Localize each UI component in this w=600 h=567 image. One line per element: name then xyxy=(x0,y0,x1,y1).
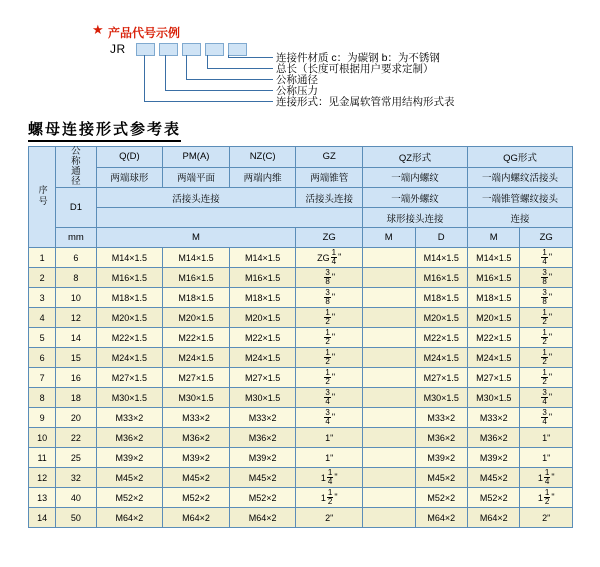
row-qg-zg: $\frac{1}{2}$ " xyxy=(520,368,573,388)
row-nz: M24×1.5 xyxy=(229,348,296,368)
row-pm: M52×2 xyxy=(163,488,230,508)
header-group-gz: GZ xyxy=(296,147,363,168)
row-seq: 2 xyxy=(29,268,56,288)
row-seq: 1 xyxy=(29,248,56,268)
header-form-nz: 两端内维 xyxy=(229,167,296,188)
header-group-qg: QG形式 xyxy=(467,147,572,168)
row-pm: M36×2 xyxy=(163,428,230,448)
row-seq: 6 xyxy=(29,348,56,368)
row-q: M20×1.5 xyxy=(96,308,163,328)
row-seq: 3 xyxy=(29,288,56,308)
header-row-connection xyxy=(29,188,573,208)
row-gz: $\frac{3}{8}$ " xyxy=(296,268,363,288)
row-dn: 16 xyxy=(56,368,96,388)
row-seq: 10 xyxy=(29,428,56,448)
row-dn: 40 xyxy=(56,488,96,508)
row-qz-m xyxy=(363,348,415,368)
row-qg-m: M18×1.5 xyxy=(467,288,519,308)
header-form-q: 两端球形 xyxy=(96,167,163,188)
header-form-pm: 两端平面 xyxy=(163,167,230,188)
row-qz-d: M64×2 xyxy=(415,508,467,528)
header-group-q: Q(D) xyxy=(96,147,163,168)
header-blank-left xyxy=(96,208,362,228)
table-row xyxy=(29,408,573,428)
row-qg-zg: $\frac{3}{4}$ " xyxy=(520,408,573,428)
row-qz-d: M14×1.5 xyxy=(415,248,467,268)
code-box-5 xyxy=(228,43,247,56)
row-qz-m xyxy=(363,268,415,288)
row-nz: M18×1.5 xyxy=(229,288,296,308)
leader-h-3 xyxy=(186,79,273,80)
header-conn-gz: 活接头连接 xyxy=(296,188,363,208)
leader-v-3 xyxy=(186,55,187,79)
row-pm: M18×1.5 xyxy=(163,288,230,308)
row-pm: M16×1.5 xyxy=(163,268,230,288)
row-gz: $\frac{3}{8}$ " xyxy=(296,288,363,308)
row-gz: $\frac{3}{4}$ " xyxy=(296,388,363,408)
header-group-nz: NZ(C) xyxy=(229,147,296,168)
leader-v-5 xyxy=(144,55,145,101)
row-pm: M64×2 xyxy=(163,508,230,528)
row-nz: M39×2 xyxy=(229,448,296,468)
table-row xyxy=(29,448,573,468)
leader-v-2 xyxy=(207,55,208,68)
row-qg-zg: 1 $\frac{1}{2}$ " xyxy=(520,488,573,508)
row-gz: 1 $\frac{1}{4}$ " xyxy=(296,468,363,488)
table-body xyxy=(29,248,573,528)
header-conn-qg: 一端锥管螺纹接头 xyxy=(467,188,572,208)
row-qg-m: M16×1.5 xyxy=(467,268,519,288)
row-q: M64×2 xyxy=(96,508,163,528)
row-seq: 12 xyxy=(29,468,56,488)
header-seq: 序号 xyxy=(29,147,56,248)
header-conn-qz: 一端外螺纹 xyxy=(363,188,468,208)
row-seq: 5 xyxy=(29,328,56,348)
row-qg-m: M45×2 xyxy=(467,468,519,488)
row-qz-m xyxy=(363,428,415,448)
row-qz-m xyxy=(363,388,415,408)
row-gz: 1 $\frac{1}{2}$ " xyxy=(296,488,363,508)
row-qg-zg: $\frac{1}{4}$ " xyxy=(520,248,573,268)
row-dn: 50 xyxy=(56,508,96,528)
leader-h-2 xyxy=(207,68,273,69)
leader-h-4 xyxy=(165,90,273,91)
row-qg-zg: 2" xyxy=(520,508,573,528)
table-row xyxy=(29,488,573,508)
row-seq: 8 xyxy=(29,388,56,408)
header-unit-qz-m: M xyxy=(363,228,415,248)
row-qz-m xyxy=(363,328,415,348)
row-nz: M33×2 xyxy=(229,408,296,428)
row-q: M45×2 xyxy=(96,468,163,488)
star-icon: ★ xyxy=(92,22,104,37)
row-qg-m: M20×1.5 xyxy=(467,308,519,328)
row-qz-d: M39×2 xyxy=(415,448,467,468)
row-q: M30×1.5 xyxy=(96,388,163,408)
row-nz: M14×1.5 xyxy=(229,248,296,268)
leader-h-1 xyxy=(228,57,273,58)
legend-label-material: 连接件材质 c：为碳钢 b：为不锈钢 xyxy=(276,52,440,64)
header-unit-qg-m: M xyxy=(467,228,519,248)
row-q: M16×1.5 xyxy=(96,268,163,288)
row-qg-zg: 1" xyxy=(520,448,573,468)
row-qz-d: M36×2 xyxy=(415,428,467,448)
row-pm: M33×2 xyxy=(163,408,230,428)
row-nz: M27×1.5 xyxy=(229,368,296,388)
row-qg-m: M39×2 xyxy=(467,448,519,468)
row-q: M14×1.5 xyxy=(96,248,163,268)
row-seq: 11 xyxy=(29,448,56,468)
row-qg-m: M30×1.5 xyxy=(467,388,519,408)
row-qz-m xyxy=(363,308,415,328)
row-q: M36×2 xyxy=(96,428,163,448)
row-qg-m: M22×1.5 xyxy=(467,328,519,348)
header-conn-qg2: 连接 xyxy=(467,208,572,228)
table-row xyxy=(29,348,573,368)
table-row xyxy=(29,288,573,308)
table-row xyxy=(29,428,573,448)
row-gz: 1" xyxy=(296,428,363,448)
row-qz-d: M22×1.5 xyxy=(415,328,467,348)
row-qz-m xyxy=(363,288,415,308)
row-qg-zg: $\frac{3}{8}$ " xyxy=(520,268,573,288)
row-q: M39×2 xyxy=(96,448,163,468)
row-pm: M45×2 xyxy=(163,468,230,488)
row-gz: ZG $\frac{1}{4}$ " xyxy=(296,248,363,268)
header-d1: D1 xyxy=(56,188,96,228)
row-seq: 14 xyxy=(29,508,56,528)
row-qg-zg: 1 $\frac{1}{4}$ " xyxy=(520,468,573,488)
row-seq: 13 xyxy=(29,488,56,508)
table-head xyxy=(29,147,573,248)
row-qz-d: M45×2 xyxy=(415,468,467,488)
row-qz-m xyxy=(363,408,415,428)
row-qg-zg: 1" xyxy=(520,428,573,448)
row-qz-d: M30×1.5 xyxy=(415,388,467,408)
legend-label-nominal-diameter: 公称通径 xyxy=(276,74,318,86)
row-qz-m xyxy=(363,508,415,528)
legend-label-connection-type: 连接形式：见金属软管常用结构形式表 xyxy=(276,96,455,108)
header-unit-m: M xyxy=(96,228,296,248)
header-group-pm: PM(A) xyxy=(163,147,230,168)
leader-v-4 xyxy=(165,55,166,90)
row-dn: 12 xyxy=(56,308,96,328)
row-pm: M39×2 xyxy=(163,448,230,468)
row-qg-zg: $\frac{1}{2}$ " xyxy=(520,328,573,348)
row-nz: M16×1.5 xyxy=(229,268,296,288)
row-dn: 8 xyxy=(56,268,96,288)
header-conn-left: 活接头连接 xyxy=(96,188,296,208)
header-unit-qz-d: D xyxy=(415,228,467,248)
row-dn: 14 xyxy=(56,328,96,348)
header-group-qz: QZ形式 xyxy=(363,147,468,168)
row-q: M52×2 xyxy=(96,488,163,508)
row-qg-m: M36×2 xyxy=(467,428,519,448)
row-qz-d: M52×2 xyxy=(415,488,467,508)
row-qz-m xyxy=(363,368,415,388)
row-qg-m: M64×2 xyxy=(467,508,519,528)
table-row xyxy=(29,368,573,388)
row-q: M22×1.5 xyxy=(96,328,163,348)
row-gz: 1" xyxy=(296,448,363,468)
row-qz-m xyxy=(363,488,415,508)
row-gz: $\frac{3}{4}$ " xyxy=(296,408,363,428)
code-prefix: JR xyxy=(110,42,126,56)
code-box-1 xyxy=(136,43,155,56)
row-qg-m: M14×1.5 xyxy=(467,248,519,268)
header-unit-mm: mm xyxy=(56,228,96,248)
row-qg-zg: $\frac{1}{2}$ " xyxy=(520,348,573,368)
header-form-gz: 两端锥管 xyxy=(296,167,363,188)
row-pm: M22×1.5 xyxy=(163,328,230,348)
legend-label-length: 总长（长度可根据用户要求定制） xyxy=(276,63,434,75)
row-seq: 9 xyxy=(29,408,56,428)
code-box-2 xyxy=(159,43,178,56)
row-dn: 25 xyxy=(56,448,96,468)
row-dn: 32 xyxy=(56,468,96,488)
product-code-legend xyxy=(0,0,600,112)
leader-h-5 xyxy=(144,101,273,102)
row-nz: M36×2 xyxy=(229,428,296,448)
row-qg-m: M52×2 xyxy=(467,488,519,508)
row-nz: M22×1.5 xyxy=(229,328,296,348)
row-dn: 20 xyxy=(56,408,96,428)
nut-connection-table xyxy=(28,146,573,528)
table-row xyxy=(29,468,573,488)
row-qz-d: M18×1.5 xyxy=(415,288,467,308)
header-row-forms xyxy=(29,167,573,188)
row-qz-d: M20×1.5 xyxy=(415,308,467,328)
row-qg-m: M27×1.5 xyxy=(467,368,519,388)
row-qz-d: M27×1.5 xyxy=(415,368,467,388)
header-form-qz: 一端内螺纹 xyxy=(363,167,468,188)
row-nz: M64×2 xyxy=(229,508,296,528)
header-dn: 公称通径 xyxy=(56,147,96,188)
row-gz: $\frac{1}{2}$ " xyxy=(296,348,363,368)
row-gz: 2" xyxy=(296,508,363,528)
row-nz: M30×1.5 xyxy=(229,388,296,408)
table-row xyxy=(29,308,573,328)
header-conn-qz2: 球形接头连接 xyxy=(363,208,468,228)
row-q: M27×1.5 xyxy=(96,368,163,388)
row-qg-zg: $\frac{3}{4}$ " xyxy=(520,388,573,408)
row-q: M24×1.5 xyxy=(96,348,163,368)
row-q: M18×1.5 xyxy=(96,288,163,308)
row-q: M33×2 xyxy=(96,408,163,428)
row-qg-m: M24×1.5 xyxy=(467,348,519,368)
legend-title: 产品代号示例 xyxy=(108,26,181,40)
row-gz: $\frac{1}{2}$ " xyxy=(296,368,363,388)
table-row xyxy=(29,508,573,528)
row-qz-d: M33×2 xyxy=(415,408,467,428)
row-pm: M24×1.5 xyxy=(163,348,230,368)
row-qz-m xyxy=(363,468,415,488)
row-dn: 18 xyxy=(56,388,96,408)
table-row xyxy=(29,388,573,408)
header-row-units xyxy=(29,228,573,248)
row-dn: 6 xyxy=(56,248,96,268)
table-title: 螺母连接形式参考表 xyxy=(28,118,181,142)
header-row-connection2 xyxy=(29,208,573,228)
row-pm: M27×1.5 xyxy=(163,368,230,388)
row-dn: 15 xyxy=(56,348,96,368)
header-form-qg: 一端内螺纹活接头 xyxy=(467,167,572,188)
row-nz: M52×2 xyxy=(229,488,296,508)
table-row xyxy=(29,328,573,348)
row-seq: 7 xyxy=(29,368,56,388)
header-unit-qg-zg: ZG xyxy=(520,228,573,248)
row-seq: 4 xyxy=(29,308,56,328)
code-boxes xyxy=(136,43,247,56)
legend-label-nominal-pressure: 公称压力 xyxy=(276,85,318,97)
row-nz: M45×2 xyxy=(229,468,296,488)
row-qz-d: M24×1.5 xyxy=(415,348,467,368)
table-row xyxy=(29,248,573,268)
row-pm: M30×1.5 xyxy=(163,388,230,408)
table-row xyxy=(29,268,573,288)
row-pm: M14×1.5 xyxy=(163,248,230,268)
header-row-groups xyxy=(29,147,573,168)
row-gz: $\frac{1}{2}$ " xyxy=(296,308,363,328)
row-pm: M20×1.5 xyxy=(163,308,230,328)
row-qg-m: M33×2 xyxy=(467,408,519,428)
row-dn: 22 xyxy=(56,428,96,448)
header-unit-zg: ZG xyxy=(296,228,363,248)
row-qg-zg: $\frac{1}{2}$ " xyxy=(520,308,573,328)
row-qz-m xyxy=(363,448,415,468)
row-qz-d: M16×1.5 xyxy=(415,268,467,288)
row-gz: $\frac{1}{2}$ " xyxy=(296,328,363,348)
code-box-3 xyxy=(182,43,201,56)
row-nz: M20×1.5 xyxy=(229,308,296,328)
row-qz-m xyxy=(363,248,415,268)
row-qg-zg: $\frac{3}{8}$ " xyxy=(520,288,573,308)
row-dn: 10 xyxy=(56,288,96,308)
